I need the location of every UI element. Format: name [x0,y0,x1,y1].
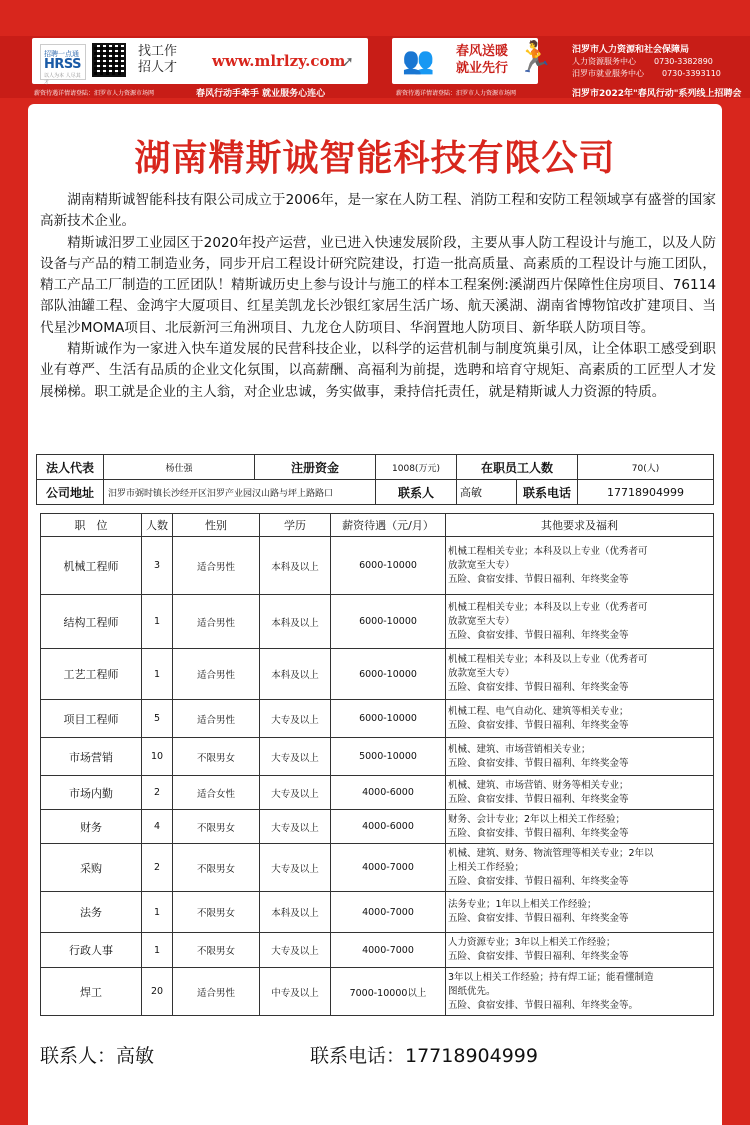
strip-mid-text: 薪资待遇详情请登陆：汨罗市人力资源市场网 [396,90,517,97]
staff-value: 70(人) [578,455,714,480]
legal-rep-value: 杨仕强 [104,455,255,480]
requirement-line: 五险、食宿安排、节假日福利、年终奖金等 [448,951,629,962]
intro-paragraph: 湖南精斯诚智能科技有限公司成立于2006年，是一家在人防工程、消防工程和安防工程领域享有盛誉的国家高新技术企业。 [40,192,716,230]
requirement-line: 五险、食宿安排、节假日福利、年终奖金等 [448,793,629,805]
job-salary-cell: 4000-7000 [331,892,446,933]
job-gender-cell: 不限男女 [173,933,260,968]
job-requirements-cell [446,776,714,810]
job-count-cell: 10 [142,738,173,776]
requirement-line: 五险、食宿安排、节假日福利、年终奖金等 [448,913,629,924]
job-salary-cell: 6000-10000 [331,595,446,649]
col-edu-header: 学历 [260,514,331,537]
legal-rep-label: 法人代表 [37,455,104,480]
job-requirements-cell [446,810,714,844]
qr-code-icon [92,43,126,77]
job-title-cell: 机械工程师 [41,537,142,595]
requirement-line: 3年以上相关工作经验；持有焊工证；能看懂制造 [448,971,654,983]
slogan-line2: 就业先行 [456,61,509,76]
recruit-label: 招人才 [138,60,178,75]
logo-main-text: HRSS [44,57,82,72]
job-count-cell: 1 [142,595,173,649]
job-gender-cell: 不限男女 [173,844,260,892]
job-row [41,933,714,968]
slogan-line1: 春风送暖 [456,44,509,59]
job-row [41,700,714,738]
job-title-cell: 法务 [41,892,142,933]
job-edu-cell: 本科及以上 [260,649,331,700]
staff-label: 在职员工人数 [457,455,578,480]
capital-value: 1008(万元) [376,455,457,480]
strip-slogan: 春风行动手牵手 就业服务心连心 [196,89,326,99]
job-row [41,892,714,933]
col-salary-header: 薪资待遇（元/月） [331,514,446,537]
requirement-line: 人力资源专业；3年以上相关工作经验； [448,937,616,948]
job-gender-cell: 适合男性 [173,537,260,595]
find-work-text [138,44,177,76]
requirement-line: 五险、食宿安排、节假日福利、年终奖金等 [448,629,629,641]
job-title-cell: 结构工程师 [41,595,142,649]
address-value: 汨罗市弼时镇长沙经开区汨罗产业园汉山路与坪上路路口 [104,480,376,505]
intro-paragraph: 精斯诚汨罗工业园区于2020年投产运营，业已进入快速发展阶段，主要从事人防工程设计与施工，以及人防设备与产品的精工制造业务，同步开启工程设计研究院建设，打造一批高质量、高素质的工程设计与施工团队，精工产品工厂制造的工匠团队！精斯诚历史上参与设计与施工的样本工程案例:溪湖西片保障性住房项目、76114部队油罐工程、金鸿宇大厦项目、红星美凯龙长沙银红家居生活广场、航天溪湖、湖南省博物馆改扩建项目、当代星沙MOMA项目、北辰新河三角洲项目、九龙仓人防项目、华润置地人防项目、新华联人防项目等。 [40,234,716,336]
requirement-line: 五险、食宿安排、节假日福利、年终奖金等 [448,757,629,769]
job-edu-cell: 大专及以上 [260,700,331,738]
logo-sub-text: 以人为本 人尽其才 [44,73,81,86]
jobs-table [40,513,714,1016]
job-row [41,738,714,776]
spring-slogan [456,43,508,77]
requirement-line: 五险、食宿安排、节假日福利、年终奖金等 [448,875,629,887]
job-edu-cell: 本科及以上 [260,537,331,595]
job-salary-cell: 4000-6000 [331,810,446,844]
job-salary-cell: 4000-7000 [331,844,446,892]
contact-label: 联系人 [376,480,457,505]
job-salary-cell: 4000-7000 [331,933,446,968]
job-gender-cell: 适合女性 [173,776,260,810]
strip-left-text: 薪资待遇详情请登陆：汨罗市人力资源市场网 [34,90,155,97]
job-row [41,776,714,810]
job-title-cell: 市场内勤 [41,776,142,810]
strip-right-text: 汨罗市2022年"春风行动"系列线上招聘会 [572,89,742,99]
requirement-line: 机械工程相关专业；本科及以上专业（优秀者可 [448,545,648,557]
find-work-label: 找工作 [138,44,178,59]
requirement-line: 放款宽至大专） [448,559,515,571]
requirement-line: 财务、会计专业；2年以上相关工作经验； [448,813,626,825]
job-salary-cell: 7000-10000以上 [331,968,446,1016]
handshake-icon: 👥 [402,46,435,76]
job-title-cell: 采购 [41,844,142,892]
job-title-cell: 行政人事 [41,933,142,968]
job-requirements-cell [446,738,714,776]
job-requirements-cell [446,933,714,968]
job-edu-cell: 大专及以上 [260,776,331,810]
job-count-cell: 20 [142,968,173,1016]
job-title-cell: 市场营销 [41,738,142,776]
center2-phone: 0730-3393110 [662,69,721,78]
job-gender-cell: 不限男女 [173,738,260,776]
capital-label: 注册资金 [255,455,376,480]
poster-paper [28,104,722,1125]
job-edu-cell: 大专及以上 [260,810,331,844]
job-row [41,810,714,844]
job-edu-cell: 本科及以上 [260,595,331,649]
job-requirements-cell [446,537,714,595]
job-requirements-cell [446,649,714,700]
job-requirements-cell [446,595,714,649]
job-edu-cell: 本科及以上 [260,892,331,933]
job-row [41,537,714,595]
hrss-logo [40,44,86,86]
col-req-header: 其他要求及福利 [446,514,714,537]
job-row [41,968,714,1016]
intro-paragraph: 精斯诚作为一家进入快车道发展的民营科技企业，以科学的运营机制与制度筑巢引凤，让全体职工感受到职业有尊严、生活有品质的企业文化氛围，以高薪酬、高福利为前提，选聘和培育守规矩、高素质的工匠型人才发展梯梯。职工就是企业的主人翁，对企业忠诚，务实做事，秉持信托责任，就是精斯诚人力资源的特质。 [40,341,716,400]
job-requirements-cell [446,700,714,738]
job-edu-cell: 大专及以上 [260,933,331,968]
job-count-cell: 5 [142,700,173,738]
logo-top-text: 招聘一点通 [44,50,79,58]
info-row [37,455,714,480]
center2-label: 汨罗市就业服务中心 [572,69,644,78]
requirement-line: 五险、食宿安排、节假日福利、年终奖金等。 [448,999,639,1011]
job-row [41,649,714,700]
col-title-header: 职 位 [41,514,142,537]
job-gender-cell: 适合男性 [173,595,260,649]
address-label: 公司地址 [37,480,104,505]
job-row [41,844,714,892]
bureau-info [572,44,721,80]
job-gender-cell: 适合男性 [173,700,260,738]
requirement-line: 机械工程相关专业；本科及以上专业（优秀者可 [448,654,648,665]
col-gender-header: 性别 [173,514,260,537]
runner-icon: 🏃 [516,40,554,75]
company-intro [40,190,716,403]
job-salary-cell: 5000-10000 [331,738,446,776]
requirement-line: 五险、食宿安排、节假日福利、年终奖金等 [448,827,629,839]
job-row [41,595,714,649]
job-salary-cell: 6000-10000 [331,537,446,595]
requirement-line: 机械、建筑、财务、物流管理等相关专业；2年以 [448,847,654,859]
job-count-cell: 2 [142,776,173,810]
requirement-line: 五险、食宿安排、节假日福利、年终奖金等 [448,719,629,731]
job-salary-cell: 6000-10000 [331,649,446,700]
requirement-line: 五险、食宿安排、节假日福利、年终奖金等 [448,682,629,693]
phone-label: 联系电话 [517,480,578,505]
jobs-body [41,537,714,1016]
job-requirements-cell [446,844,714,892]
info-row [37,480,714,505]
requirement-line: 机械工程相关专业；本科及以上专业（优秀者可 [448,601,648,613]
bureau-title: 汨罗市人力资源和社会保障局 [572,45,690,55]
job-title-cell: 工艺工程师 [41,649,142,700]
job-gender-cell: 不限男女 [173,892,260,933]
contact-value: 高敏 [457,480,517,505]
job-salary-cell: 6000-10000 [331,700,446,738]
job-count-cell: 1 [142,933,173,968]
job-count-cell: 2 [142,844,173,892]
requirement-line: 五险、食宿安排、节假日福利、年终奖金等 [448,573,629,585]
requirement-line: 机械、建筑、市场营销相关专业； [448,743,591,755]
job-edu-cell: 中专及以上 [260,968,331,1016]
requirement-line: 放款宽至大专） [448,668,515,679]
header-recruit-panel [32,38,368,84]
website-link[interactable]: www.mlrlzy.com [212,52,346,70]
center1-label: 人力资源服务中心 [572,57,636,66]
job-count-cell: 3 [142,537,173,595]
col-count-header: 人数 [142,514,173,537]
job-requirements-cell [446,892,714,933]
job-edu-cell: 大专及以上 [260,844,331,892]
job-count-cell: 1 [142,892,173,933]
requirement-line: 法务专业；1年以上相关工作经验； [448,899,597,910]
phone-value: 17718904999 [578,480,714,505]
center1-phone: 0730-3382890 [654,57,713,66]
cursor-icon: ➚ [342,54,354,70]
requirement-line: 机械、建筑、市场营销、财务等相关专业； [448,779,629,791]
requirement-line: 图纸优先。 [448,985,496,997]
job-gender-cell: 适合男性 [173,968,260,1016]
requirement-line: 上相关工作经验； [448,861,525,873]
requirement-line: 放款宽至大专） [448,615,515,627]
job-title-cell: 项目工程师 [41,700,142,738]
job-edu-cell: 大专及以上 [260,738,331,776]
footer-contact: 联系人：高敏 [40,1045,155,1067]
job-requirements-cell [446,968,714,1016]
requirement-line: 机械工程、电气自动化、建筑等相关专业； [448,705,629,717]
job-gender-cell: 适合男性 [173,649,260,700]
job-title-cell: 财务 [41,810,142,844]
jobs-header-row [41,514,714,537]
job-count-cell: 4 [142,810,173,844]
company-title: 湖南精斯诚智能科技有限公司 [134,138,616,179]
job-title-cell: 焊工 [41,968,142,1016]
job-gender-cell: 不限男女 [173,810,260,844]
job-count-cell: 1 [142,649,173,700]
company-info-table [36,454,714,505]
job-salary-cell: 4000-6000 [331,776,446,810]
footer-phone: 联系电话：17718904999 [310,1045,538,1067]
